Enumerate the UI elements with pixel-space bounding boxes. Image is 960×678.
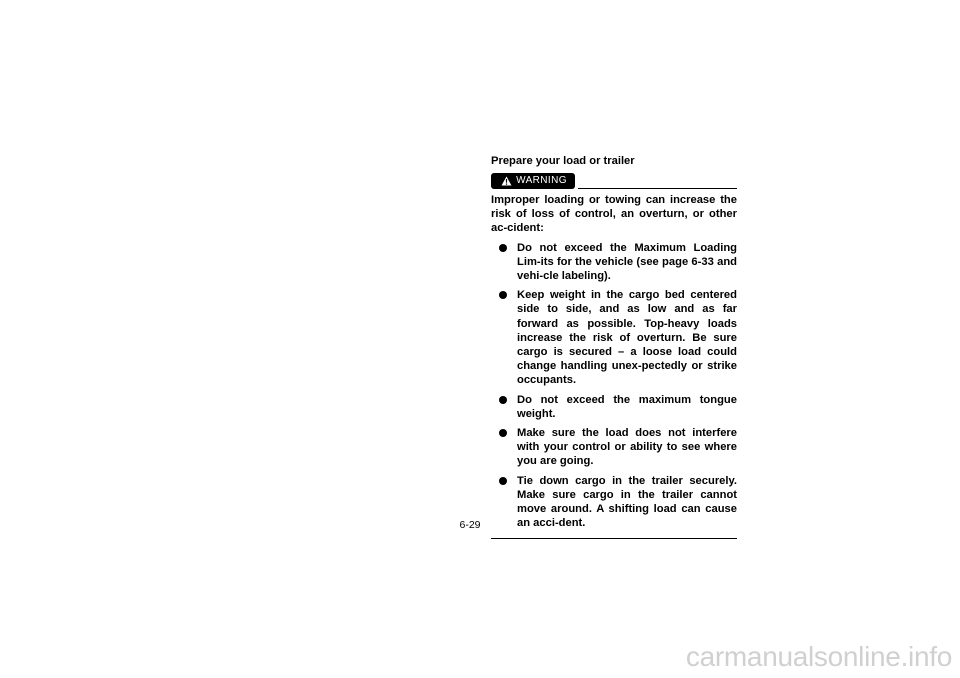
warning-end-rule xyxy=(491,538,737,539)
section-heading: Prepare your load or trailer xyxy=(491,155,635,167)
list-item xyxy=(491,426,737,469)
warning-list xyxy=(491,241,737,531)
list-item xyxy=(491,288,737,387)
list-item-text: Make sure the load does not interfere with your control or ability to see where you are going. xyxy=(517,427,737,468)
warning-badge xyxy=(491,173,575,189)
manual-page-content xyxy=(491,154,737,539)
warning-header-rule xyxy=(578,188,737,189)
bullet-icon xyxy=(499,396,507,404)
warning-triangle-icon xyxy=(501,176,512,186)
list-item-text: Do not exceed the maximum tongue weight. xyxy=(517,393,737,420)
list-item-text: Tie down cargo in the trailer securely. Make sure cargo in the trailer cannot move around. A shifting load can cause an acci-dent. xyxy=(517,474,737,530)
list-item xyxy=(491,241,737,284)
warning-body xyxy=(491,193,737,539)
bullet-icon xyxy=(499,291,507,299)
bullet-icon xyxy=(499,244,507,252)
list-item-text: Do not exceed the Maximum Loading Lim-its for the vehicle (see page 6-33 and vehi-cle labeling). xyxy=(517,241,737,283)
warning-intro: Improper loading or towing can increase the risk of loss of control, an overturn, or other ac-cident: xyxy=(491,194,737,235)
list-item xyxy=(491,393,737,421)
bullet-icon xyxy=(499,429,507,437)
list-item xyxy=(491,474,737,531)
list-item-text: Keep weight in the cargo bed centered side to side, and as low and as far forward as possible. Top-heavy loads increase the risk of overturn. Be sure cargo is secured – a loose load could change handling unex-pectedly or strike occupants. xyxy=(517,289,737,387)
watermark-text: carmanualsonline.info xyxy=(685,641,952,672)
warning-header xyxy=(491,173,737,189)
warning-label: WARNING xyxy=(516,175,567,186)
bullet-icon xyxy=(499,477,507,485)
page-number: 6-29 xyxy=(459,519,481,531)
